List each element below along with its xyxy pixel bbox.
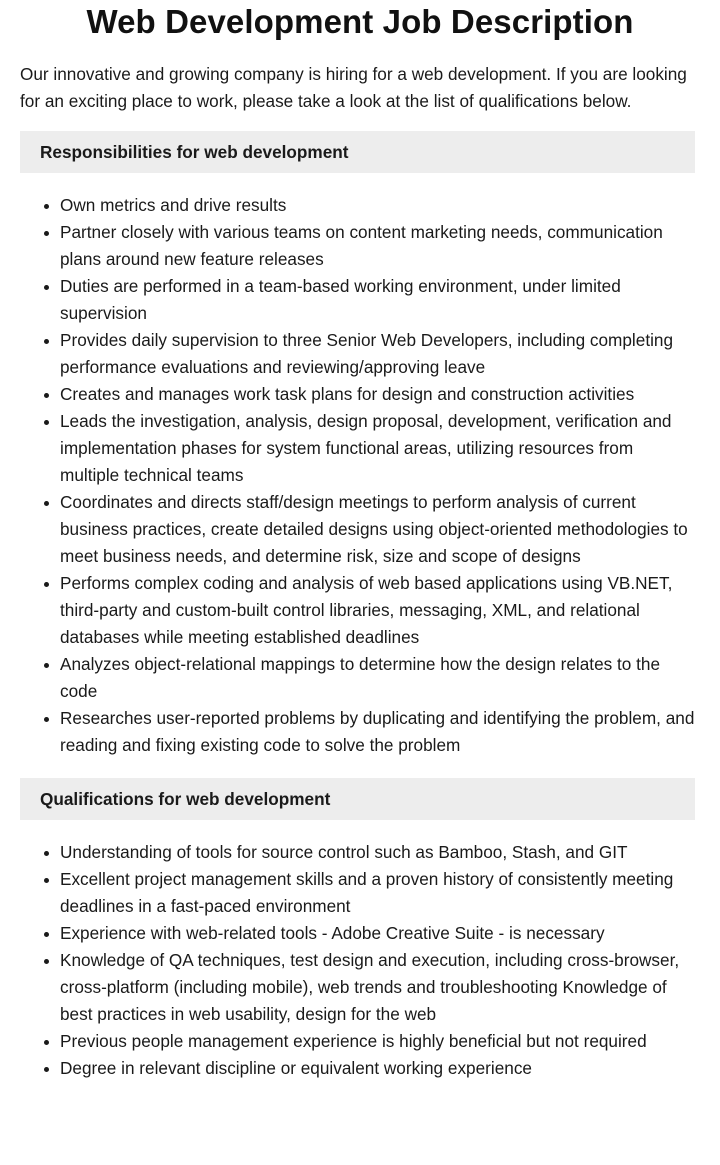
list-item: Knowledge of QA techniques, test design and execution, including cross-browser, cross-platform (including mobile), web trends and troubleshooting Knowledge of best practices in web usability, design for the web	[20, 947, 696, 1028]
list-item: Excellent project management skills and a proven history of consistently meeting deadlines in a fast-paced environment	[20, 866, 696, 920]
list-item: Analyzes object-relational mappings to determine how the design relates to the code	[20, 651, 696, 705]
list-item: Coordinates and directs staff/design meetings to perform analysis of current business practices, create detailed designs using object-oriented methodologies to meet business needs, and determine risk, size and scope of designs	[20, 489, 696, 570]
list-item: Researches user-reported problems by duplicating and identifying the problem, and reading and fixing existing code to solve the problem	[20, 705, 696, 759]
list-item: Duties are performed in a team-based working environment, under limited supervision	[20, 273, 696, 327]
list-item: Performs complex coding and analysis of web based applications using VB.NET, third-party and custom-built control libraries, messaging, XML, and relational databases while meeting established deadlines	[20, 570, 696, 651]
list-item: Understanding of tools for source control such as Bamboo, Stash, and GIT	[20, 839, 696, 866]
intro-paragraph: Our innovative and growing company is hiring for a web development. If you are looking for an exciting place to work, please take a look at the list of qualifications below.	[20, 64, 687, 111]
list-item: Degree in relevant discipline or equivalent working experience	[20, 1055, 696, 1082]
list-item: Experience with web-related tools - Adobe Creative Suite - is necessary	[20, 920, 696, 947]
list-item: Leads the investigation, analysis, design proposal, development, verification and implementation phases for system functional areas, utilizing resources from multiple technical teams	[20, 408, 696, 489]
list-item: Creates and manages work task plans for design and construction activities	[20, 381, 696, 408]
responsibilities-list	[20, 192, 700, 759]
page-title: Web Development Job Description	[86, 3, 634, 40]
list-item: Previous people management experience is highly beneficial but not required	[20, 1028, 696, 1055]
list-item: Partner closely with various teams on content marketing needs, communication plans around new feature releases	[20, 219, 696, 273]
qualifications-list	[20, 839, 700, 1082]
list-item: Own metrics and drive results	[20, 192, 696, 219]
qualifications-heading: Qualifications for web development	[20, 778, 695, 820]
responsibilities-heading: Responsibilities for web development	[20, 131, 695, 173]
list-item: Provides daily supervision to three Senior Web Developers, including completing performance evaluations and reviewing/approving leave	[20, 327, 696, 381]
